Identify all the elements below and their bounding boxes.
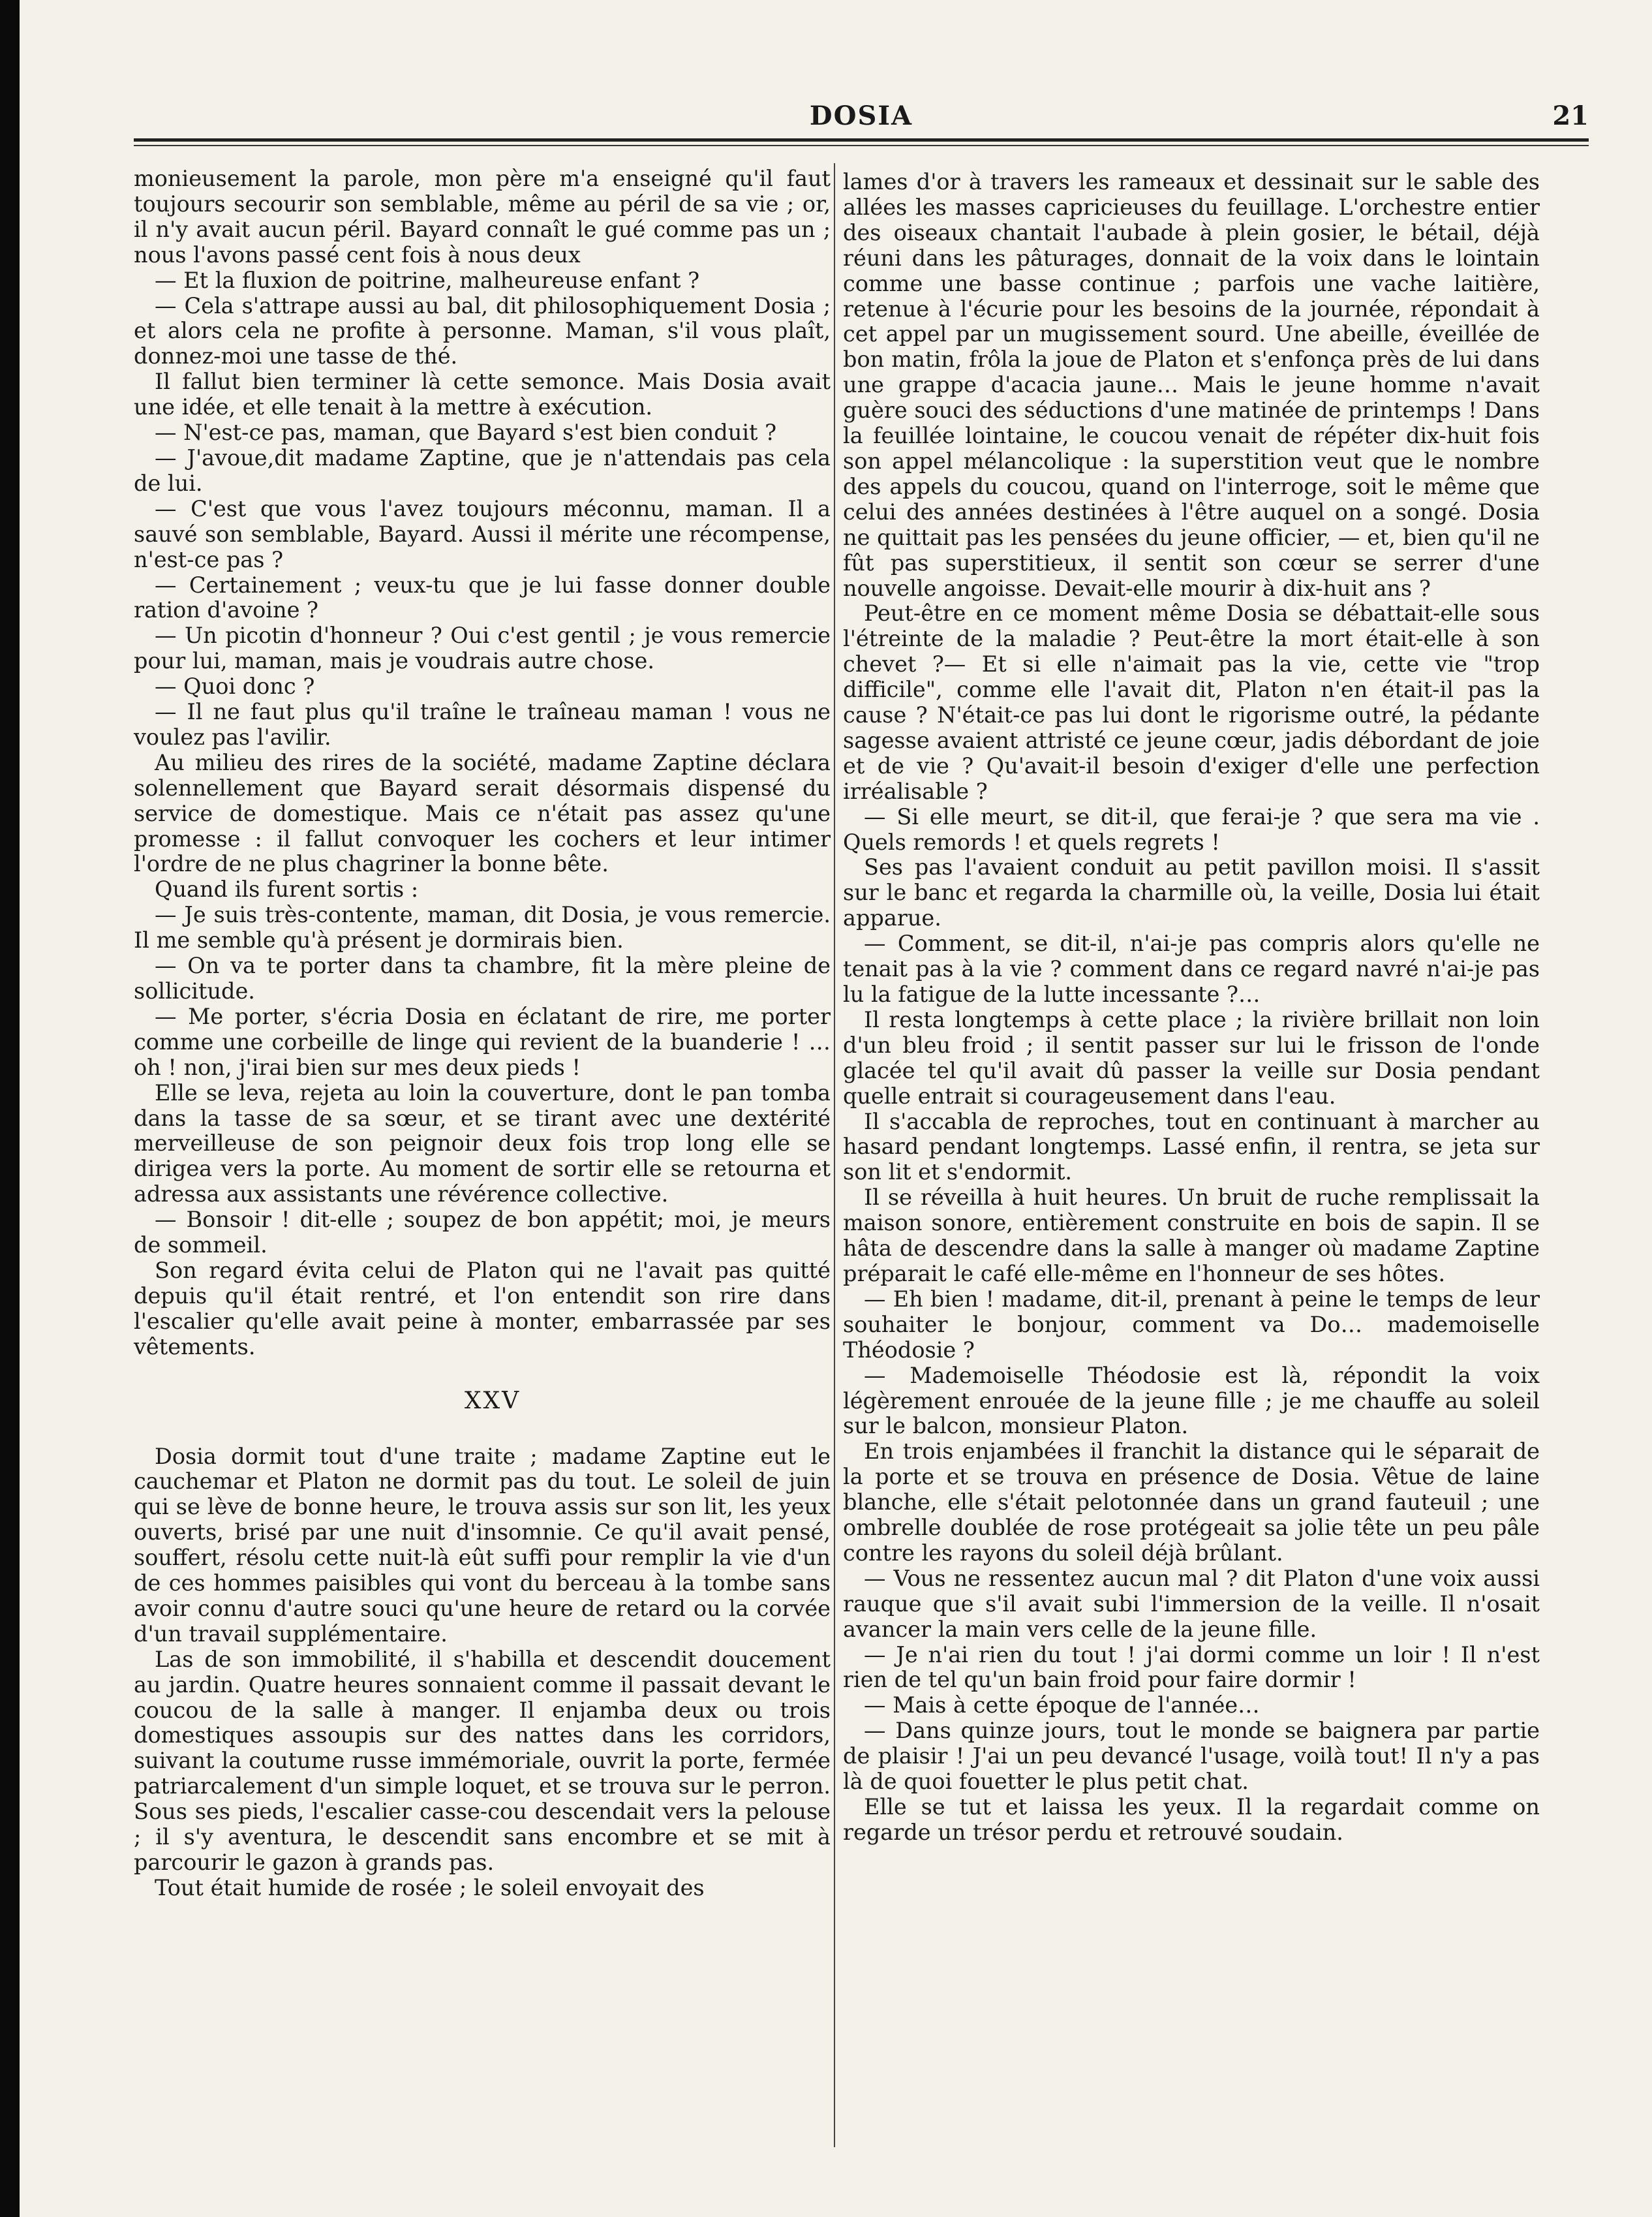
paragraph: Dosia dormit tout d'une traite ; madame Zaptine eut le cauchemar et Platon ne dormit pas du tout. Le soleil de juin qui se lève de bonne heure, le trouva assis sur son lit, les yeux ouverts, brisé par une nuit d'insomnie. Ce qu'il avait pensé, souffert, résolu cette nuit-là eût suffi pour remplir la vie d'un de ces hommes paisibles qui vont du berceau à la tombe sans avoir connu d'autre souci qu'une heure de retard ou la corvée d'un travail supplémentaire. xyxy=(134,1443,831,1647)
paragraph: — J'avoue,dit madame Zaptine, que je n'attendais pas cela de lui. xyxy=(134,444,831,496)
paragraph: — Comment, se dit-il, n'ai-je pas compris alors qu'elle ne tenait pas à la vie ? comment dans ce regard navré n'ai-je pas lu la fatigue de la lutte incessante ?… xyxy=(843,931,1540,1007)
paragraph: — Mais à cette époque de l'année… xyxy=(864,1692,1260,1718)
paragraph: Il se réveilla à huit heures. Un bruit de ruche remplissait la maison sonore, entièrement construite en bois de sapin. Il se hâta de descendre dans la salle à manger où madame Zaptine préparait le café elle-même en l'honneur de ses hôtes. xyxy=(843,1185,1540,1286)
paragraph: — Vous ne ressentez aucun mal ? dit Platon d'une voix aussi rauque que s'il avait subi l'immersion de la veille. Il n'osait avancer la main vers celle de la jeune fille. xyxy=(843,1565,1540,1642)
running-title: DOSIA xyxy=(809,101,913,131)
paragraph: Quand ils furent sortis : xyxy=(155,876,419,903)
paragraph: — Eh bien ! madame, dit-il, prenant à peine le temps de leur souhaiter le bonjour, comment va Do… mademoiselle Théodosie ? xyxy=(843,1286,1540,1363)
paragraph: Las de son immobilité, il s'habilla et descendit doucement au jardin. Quatre heures sonnaient comme il passait devant le coucou de la salle à manger. Il enjamba deux ou trois domestiques assoupis sur des nattes dans les corridors, suivant la coutume russe immémoriale, ouvrit la porte, fermée patriarcalement d'un simple loquet, et se trouva sur le perron. Sous ses pieds, l'escalier casse-cou descendait vers la pelouse ; il s'y aventura, le descendit sans encombre et se mit à parcourir le gazon à grands pas. xyxy=(134,1646,831,1875)
paragraph: — Me porter, s'écria Dosia en éclatant de rire, me porter comme une corbeille de linge qui revient de la buanderie ! … oh ! non, j'irai bien sur mes deux pieds ! xyxy=(134,1003,831,1080)
paragraph: Son regard évita celui de Platon qui ne l'avait pas quitté depuis qu'il était rentré, et l'on entendit son rire dans l'escalier qu'elle avait peine à monter, embarrassée par ses vêtements. xyxy=(134,1257,831,1359)
chapter-heading: XXV xyxy=(464,1387,521,1414)
paragraph: Il resta longtemps à cette place ; la rivière brillait non loin d'un bleu froid ; il sentit passer sur lui le frisson de l'onde glacée tel qu'il avait dû passer la veille sur Dosia pendant quelle entrait si courageusement dans l'eau. xyxy=(843,1006,1540,1109)
paragraph: — Certainement ; veux-tu que je lui fasse donner double ration d'avoine ? xyxy=(134,572,831,623)
paragraph: Au milieu des rires de la société, madame Zaptine déclara solennellement que Bayard serait désormais dispensé du service de domestique. Mais ce n'était pas assez qu'une promesse : il fallut convoquer les cochers et leur intimer l'ordre de ne plus chagriner la bonne bête. xyxy=(134,749,831,877)
paragraph: — Je n'ai rien du tout ! j'ai dormi comme un loir ! Il n'est rien de tel qu'un bain froid pour faire dormir ! xyxy=(843,1641,1540,1693)
paragraph: En trois enjambées il franchit la distance qui le séparait de la porte et se trouva en présence de Dosia. Vêtue de laine blanche, elle s'était pelotonnée dans un grand fauteuil ; une ombrelle doublée de rose protégeait sa jolie tête un peu pâle contre les rayons du soleil déjà brûlant. xyxy=(843,1438,1540,1566)
header-rule xyxy=(134,138,1589,142)
scan-edge-shadow xyxy=(0,0,20,2217)
paragraph: — Bonsoir ! dit-elle ; soupez de bon appétit; moi, je meurs de sommeil. xyxy=(134,1207,831,1258)
left-column xyxy=(134,166,831,1901)
page-header xyxy=(134,97,1589,142)
paragraph: Ses pas l'avaient conduit au petit pavillon moisi. Il s'assit sur le banc et regarda la charmille où, la veille, Dosia lui était apparue. xyxy=(843,854,1540,931)
right-column xyxy=(843,170,1540,1846)
paragraph: Tout était humide de rosée ; le soleil envoyait des xyxy=(155,1874,705,1900)
paragraph: — Si elle meurt, se dit-il, que ferai-je ? que sera ma vie . Quels remords ! et quels regrets ! xyxy=(843,803,1540,855)
paragraph: — On va te porter dans ta chambre, fit la mère pleine de sollicitude. xyxy=(134,953,831,1004)
paragraph: — Dans quinze jours, tout le monde se baignera par partie de plaisir ! J'ai un peu devancé l'usage, voilà tout! Il n'y a pas là de quoi fouetter le plus petit chat. xyxy=(843,1718,1540,1795)
header-rule-thin xyxy=(134,145,1589,146)
paragraph: monieusement la parole, mon père m'a enseigné qu'il faut toujours secourir son semblable, même au péril de sa vie ; or, il n'y avait aucun péril. Bayard connaît le gué comme pas un ; nous l'avons passé cent fois à nous deux xyxy=(134,166,831,268)
paragraph: — Quoi donc ? xyxy=(155,674,315,700)
paragraph: — Un picotin d'honneur ? Oui c'est gentil ; je vous remercie pour lui, maman, mais je voudrais autre chose. xyxy=(134,623,831,674)
paragraph: — Je suis très-contente, maman, dit Dosia, je vous remercie. Il me semble qu'à présent je dormirais bien. xyxy=(134,902,831,953)
paragraph: Il s'accabla de reproches, tout en continuant à marcher au hasard pendant longtemps. Lassé enfin, il rentra, se jeta sur son lit et s'endormit. xyxy=(843,1108,1540,1185)
paragraph: Peut-être en ce moment même Dosia se débattait-elle sous l'étreinte de la maladie ? Peut-être la mort était-elle à son chevet ?— Et si elle n'aimait pas la vie, cette vie "trop difficile", comme elle l'avait dit, Platon n'en était-il pas la cause ? N'était-ce pas lui dont le rigorisme outré, la pédante sagesse avaient attristé ce jeune cœur, jadis débordant de joie et de vie ? Qu'avait-il besoin d'exiger d'elle une perfection irréalisable ? xyxy=(843,600,1540,804)
page-number: 21 xyxy=(1552,101,1589,131)
paragraph: — Et la fluxion de poitrine, malheureuse enfant ? xyxy=(155,267,700,293)
column-divider xyxy=(834,163,835,2147)
paragraph: Elle se leva, rejeta au loin la couverture, dont le pan tomba dans la tasse de sa sœur, et se tirant avec une dextérité merveilleuse de son peignoir deux fois trop long elle se dirigea vers la porte. Au moment de sortir elle se retourna et adressa aux assistants une révérence collective. xyxy=(134,1079,831,1207)
paragraph: — N'est-ce pas, maman, que Bayard s'est bien conduit ? xyxy=(155,420,777,446)
paragraph: lames d'or à travers les rameaux et dessinait sur le sable des allées les masses capricieuses du feuillage. L'orchestre entier des oiseaux chantait l'aubade à plein gosier, le bétail, déjà réuni dans les pâturages, donnait de la voix dans le lointain comme une basse continue ; parfois une vache laitière, retenue à l'écurie pour les besoins de la journée, répondait à cet appel par un mugissement sourd. Une abeille, éveillée de bon matin, frôla la joue de Platon et s'enfonça près de lui dans une grappe d'acacia jaune… Mais le jeune homme n'avait guère souci des séductions d'une matinée de printemps ! Dans la feuillée lointaine, le coucou venait de répéter dix-huit fois son appel mélancolique : la superstition veut que le nombre des appels du coucou, quand on l'interroge, soit le même que celui des années destinées à l'être auquel on a songé. Dosia ne quittait pas les pensées du jeune officier, — et, bien qu'il ne fût pas superstitieux, il sentit son cœur se serrer d'une nouvelle angoisse. Devait-elle mourir à dix-huit ans ? xyxy=(843,169,1540,601)
paragraph: — Il ne faut plus qu'il traîne le traîneau maman ! vous ne voulez pas l'avilir. xyxy=(134,699,831,750)
paragraph: — Mademoiselle Théodosie est là, répondit la voix légèrement enrouée de la jeune fille ; je me chauffe au soleil sur le balcon, monsieur Platon. xyxy=(843,1362,1540,1439)
paragraph: Il fallut bien terminer là cette semonce. Mais Dosia avait une idée, et elle tenait à la mettre à exécution. xyxy=(134,369,831,420)
paragraph: — C'est que vous l'avez toujours méconnu, maman. Il a sauvé son semblable, Bayard. Aussi il mérite une récompense, n'est-ce pas ? xyxy=(134,495,831,572)
paragraph: — Cela s'attrape aussi au bal, dit philosophiquement Dosia ; et alors cela ne profite à personne. Maman, s'il vous plaît, donnez-moi une tasse de thé. xyxy=(134,292,831,369)
paragraph: Elle se tut et laissa les yeux. Il la regardait comme on regarde un trésor perdu et retrouvé soudain. xyxy=(843,1794,1540,1845)
